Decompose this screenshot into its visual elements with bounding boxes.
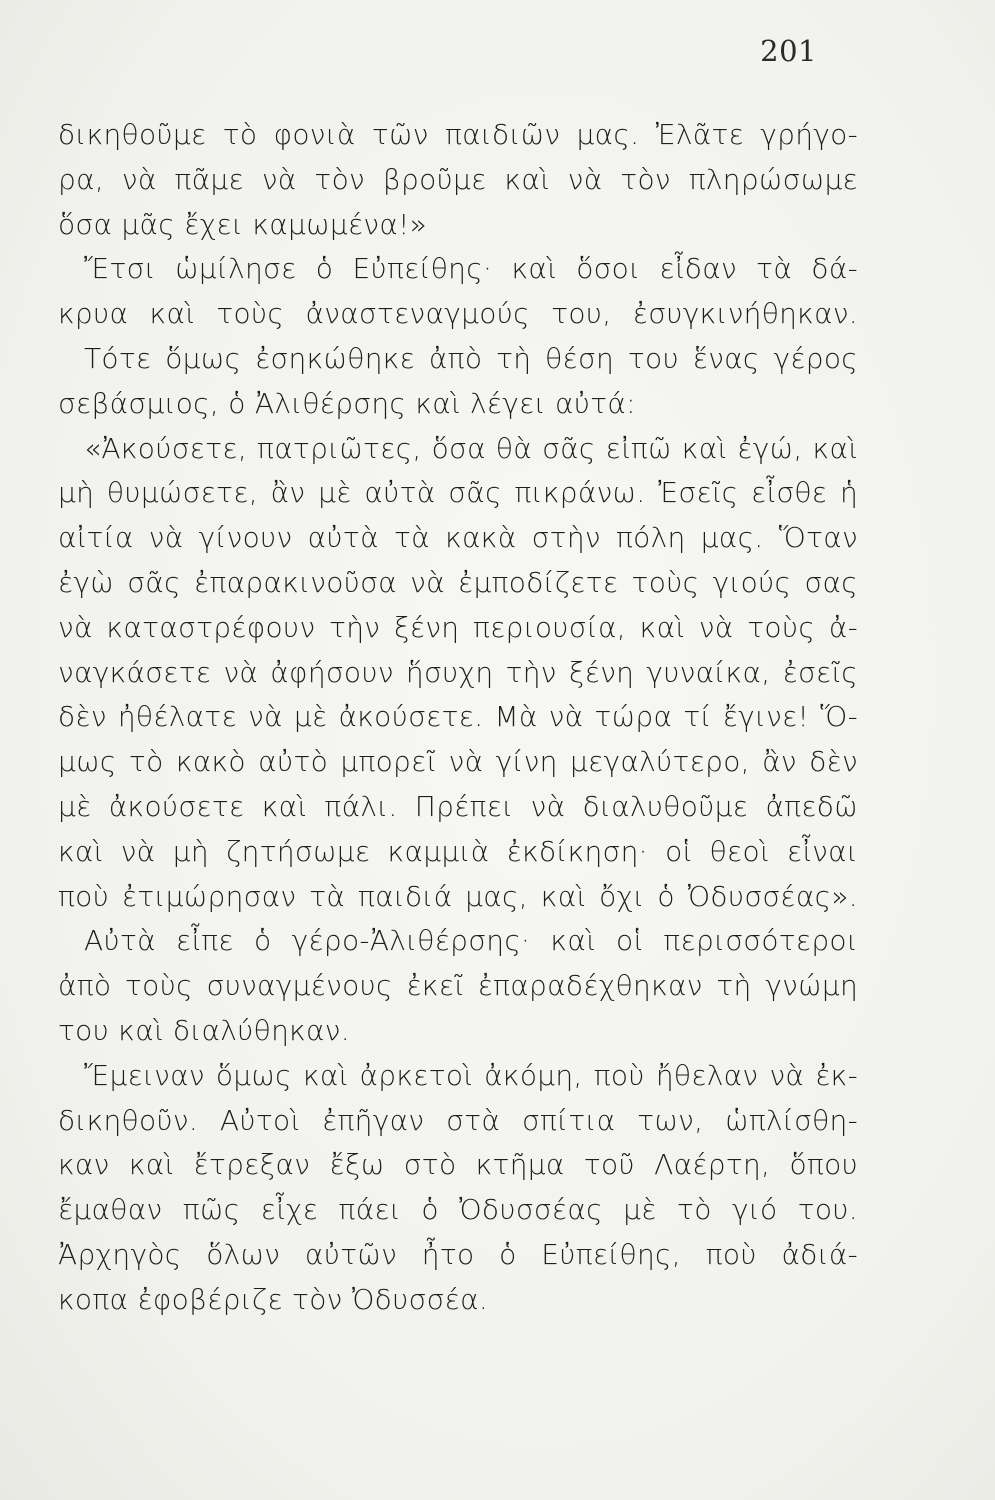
text-line: μως τὸ κακὸ αὐτὸ μπορεῖ νὰ γίνη μεγαλύτερο, ἂν δὲν [58, 745, 858, 779]
text-line: αἰτία νὰ γίνουν αὐτὰ τὰ κακὰ στὴν πόλη μας. Ὅταν [58, 521, 858, 555]
text-line: καν καὶ ἔτρεξαν ἔξω στὸ κτῆμα τοῦ Λαέρτη, ὅπου [58, 1148, 858, 1182]
text-line: του καὶ διαλύθηκαν. [58, 1013, 350, 1047]
text-line: μὲ ἀκούσετε καὶ πάλι. Πρέπει νὰ διαλυθοῦμε ἀπεδῶ [58, 789, 858, 823]
text-line: μὴ θυμώσετε, ἂν μὲ αὐτὰ σᾶς πικράνω. Ἐσεῖς εἶσθε ἡ [58, 476, 858, 510]
page-number: 201 [760, 34, 817, 68]
text-line: «Ἀκούσετε, πατριῶτες, ὅσα θὰ σᾶς εἰπῶ καὶ ἐγώ, καὶ [84, 431, 858, 465]
text-line: ἔμαθαν πῶς εἶχε πάει ὁ Ὀδυσσέας μὲ τὸ γιό του. [58, 1193, 858, 1227]
text-line: ἐγὼ σᾶς ἐπαρακινοῦσα νὰ ἐμποδίζετε τοὺς γιούς σας [58, 565, 858, 599]
text-line: ὅσα μᾶς ἔχει καμωμένα!» [58, 207, 428, 241]
text-line: σεβάσμιος, ὁ Ἀλιθέρσης καὶ λέγει αὐτά: [58, 386, 636, 420]
text-line: ναγκάσετε νὰ ἀφήσουν ἥσυχη τὴν ξένη γυναίκα, ἐσεῖς [58, 655, 858, 689]
text-line: ποὺ ἐτιμώρησαν τὰ παιδιά μας, καὶ ὄχι ὁ Ὀδυσσέας». [58, 879, 858, 913]
text-line: Τότε ὅμως ἐσηκώθηκε ἀπὸ τὴ θέση του ἕνας γέρος [84, 341, 858, 375]
text-line: Ἀρχηγὸς ὅλων αὐτῶν ἦτο ὁ Εὐπείθης, ποὺ ἀδιά- [58, 1237, 858, 1271]
text-line: ρα, νὰ πᾶμε νὰ τὸν βροῦμε καὶ νὰ τὸν πληρώσωμε [58, 162, 858, 196]
text-line: δικηθοῦν. Αὐτοὶ ἐπῆγαν στὰ σπίτια των, ὡπλίσθη- [58, 1103, 858, 1137]
text-line: δὲν ἠθέλατε νὰ μὲ ἀκούσετε. Μὰ νὰ τώρα τί ἔγινε! Ὅ- [58, 700, 858, 734]
body-text [58, 113, 858, 1323]
text-line: ἀπὸ τοὺς συναγμένους ἐκεῖ ἐπαραδέχθηκαν τὴ γνώμη [58, 969, 858, 1003]
text-line: Αὐτὰ εἶπε ὁ γέρο-Ἀλιθέρσης· καὶ οἱ περισσότεροι [84, 924, 858, 958]
text-line: Ἔτσι ὡμίλησε ὁ Εὐπείθης· καὶ ὅσοι εἶδαν τὰ δά- [84, 252, 858, 286]
text-line: καὶ νὰ μὴ ζητήσωμε καμμιὰ ἐκδίκηση· οἱ θεοὶ εἶναι [58, 834, 858, 868]
text-line: δικηθοῦμε τὸ φονιὰ τῶν παιδιῶν μας. Ἐλᾶτε γρήγο- [58, 118, 858, 151]
text-line: Ἔμειναν ὅμως καὶ ἀρκετοὶ ἀκόμη, ποὺ ἤθελαν νὰ ἐκ- [84, 1058, 858, 1092]
text-line: κοπα ἐφοβέριζε τὸν Ὀδυσσέα. [58, 1282, 489, 1316]
text-line: κρυα καὶ τοὺς ἀναστεναγμούς του, ἐσυγκινήθηκαν. [58, 297, 858, 331]
text-line: νὰ καταστρέφουν τὴν ξένη περιουσία, καὶ νὰ τοὺς ἀ- [58, 610, 858, 644]
